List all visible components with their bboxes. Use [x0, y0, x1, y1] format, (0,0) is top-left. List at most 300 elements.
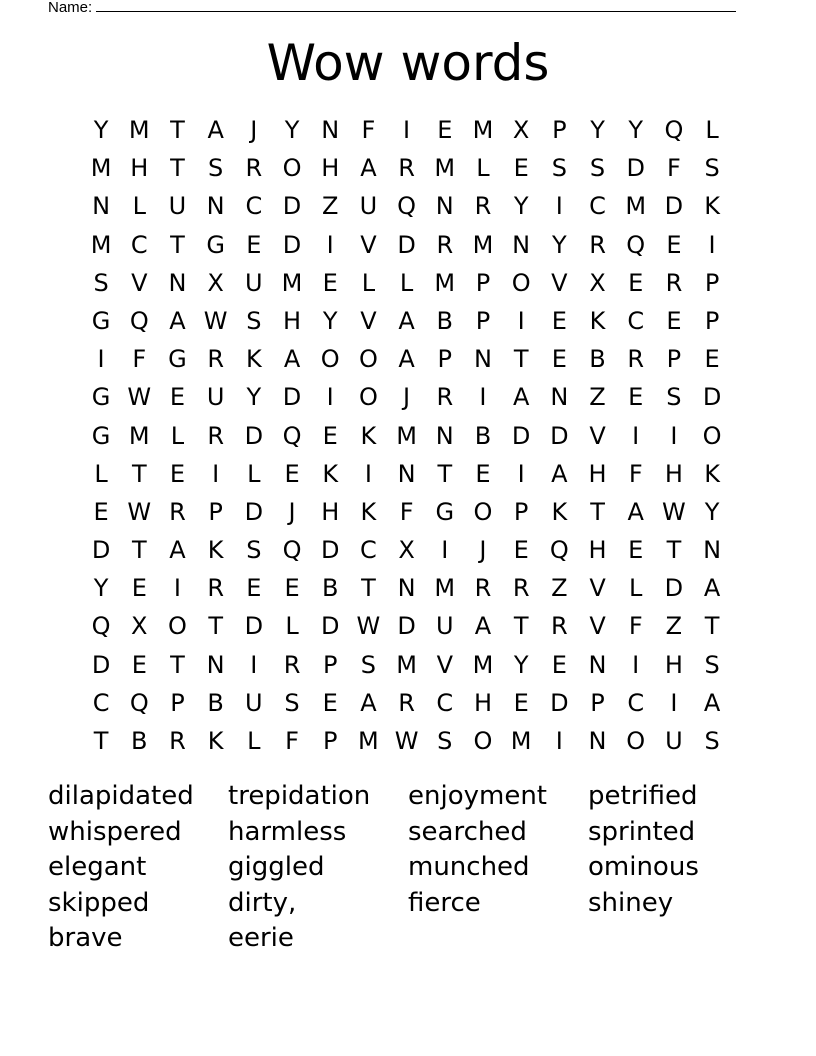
grid-letter[interactable]: G — [168, 345, 187, 374]
grid-letter[interactable]: W — [394, 727, 419, 755]
grid-letter[interactable]: R — [207, 345, 224, 374]
grid-letter[interactable]: M — [358, 727, 379, 755]
grid-letter[interactable]: A — [512, 383, 530, 412]
grid-letter[interactable]: B — [321, 574, 339, 603]
grid-letter[interactable]: C — [589, 192, 606, 221]
grid-letter[interactable]: R — [436, 383, 454, 412]
grid-letter[interactable]: A — [627, 497, 644, 526]
grid-letter[interactable]: P — [322, 650, 338, 679]
grid-letter[interactable]: R — [474, 192, 492, 221]
grid-letter[interactable]: R — [551, 612, 568, 641]
grid-letter[interactable]: D — [626, 154, 645, 183]
grid-letter[interactable]: B — [207, 688, 224, 717]
grid-letter[interactable]: H — [664, 459, 683, 488]
grid-letter[interactable]: E — [437, 116, 453, 144]
grid-letter[interactable]: E — [246, 230, 262, 259]
grid-letter[interactable]: Z — [321, 192, 339, 221]
grid-letter[interactable]: R — [283, 650, 301, 679]
grid-letter[interactable]: I — [555, 192, 563, 221]
word-list-item: eerie — [228, 923, 294, 953]
grid-letter[interactable]: E — [93, 497, 109, 526]
grid-letter[interactable]: H — [588, 536, 607, 565]
grid-letter[interactable]: W — [356, 612, 381, 641]
grid-letter[interactable]: D — [664, 574, 684, 603]
grid-letter[interactable]: E — [322, 688, 338, 717]
grid-letter[interactable]: E — [513, 154, 529, 183]
grid-letter[interactable]: O — [320, 345, 340, 374]
grid-letter[interactable]: Y — [704, 497, 720, 526]
grid-letter[interactable]: D — [320, 536, 340, 565]
letter-grid — [82, 111, 731, 760]
grid-letter[interactable]: M — [434, 574, 456, 603]
grid-letter[interactable]: T — [513, 345, 529, 374]
grid-letter[interactable]: C — [130, 230, 148, 259]
grid-letter[interactable]: L — [361, 268, 376, 297]
grid-letter[interactable]: E — [513, 536, 529, 565]
grid-letter[interactable]: S — [284, 688, 300, 717]
grid-letter[interactable]: D — [511, 421, 531, 450]
grid-letter[interactable]: I — [364, 459, 372, 488]
grid-letter[interactable]: S — [704, 650, 720, 679]
grid-letter[interactable]: U — [168, 192, 187, 221]
grid-letter[interactable]: L — [132, 192, 146, 221]
grid-letter[interactable]: J — [403, 383, 411, 412]
grid-letter[interactable]: K — [360, 421, 377, 450]
grid-letter[interactable]: I — [326, 230, 334, 259]
grid-letter[interactable]: T — [131, 459, 147, 488]
grid-letter[interactable]: M — [90, 154, 112, 183]
grid-letter[interactable]: I — [479, 383, 487, 412]
grid-letter[interactable]: Z — [551, 574, 568, 603]
grid-letter[interactable]: V — [551, 268, 568, 297]
grid-letter[interactable]: L — [170, 421, 185, 450]
grid-letter[interactable]: K — [589, 306, 606, 335]
grid-letter[interactable]: R — [245, 154, 263, 183]
word-list-item: elegant — [48, 852, 147, 882]
grid-letter[interactable]: K — [207, 727, 224, 755]
grid-letter[interactable]: I — [326, 383, 334, 412]
grid-letter[interactable]: T — [666, 536, 682, 565]
grid-letter[interactable]: D — [244, 612, 264, 641]
grid-letter[interactable]: F — [667, 154, 681, 183]
grid-letter[interactable]: A — [169, 536, 186, 565]
grid-letter[interactable]: P — [170, 688, 185, 717]
grid-letter[interactable]: S — [246, 536, 262, 565]
grid-letter[interactable]: N — [588, 727, 607, 755]
grid-letter[interactable]: T — [361, 574, 376, 603]
name-blank-line[interactable] — [96, 0, 736, 12]
word-list-item: giggled — [228, 852, 325, 882]
grid-letter[interactable]: Q — [129, 306, 149, 335]
grid-letter[interactable]: R — [398, 154, 415, 183]
grid-letter[interactable]: I — [708, 230, 716, 259]
grid-letter[interactable]: E — [704, 345, 720, 374]
grid-letter[interactable]: R — [436, 230, 454, 259]
grid-letter[interactable]: T — [208, 612, 223, 641]
grid-letter[interactable]: L — [399, 268, 414, 297]
grid-letter[interactable]: C — [360, 536, 377, 565]
grid-letter[interactable]: Q — [282, 421, 302, 450]
grid-letter[interactable]: D — [91, 536, 111, 565]
grid-letter[interactable]: V — [589, 421, 606, 450]
word-list-item: fierce — [408, 887, 481, 918]
grid-letter[interactable]: O — [358, 383, 378, 412]
grid-letter[interactable]: S — [246, 306, 262, 335]
grid-letter[interactable]: D — [702, 383, 722, 412]
grid-letter[interactable]: I — [517, 306, 525, 335]
grid-letter[interactable]: W — [127, 383, 152, 412]
grid-letter[interactable]: J — [288, 497, 296, 526]
grid-letter[interactable]: O — [626, 727, 646, 755]
grid-letter[interactable]: M — [434, 154, 456, 183]
grid-letter[interactable]: E — [551, 306, 567, 335]
grid-letter[interactable]: G — [91, 421, 111, 450]
grid-letter[interactable]: V — [436, 650, 453, 679]
grid-letter[interactable]: U — [665, 727, 683, 755]
grid-letter[interactable]: X — [131, 612, 148, 641]
grid-letter[interactable]: D — [320, 612, 340, 641]
grid-letter[interactable]: L — [476, 154, 490, 183]
grid-letter[interactable]: Z — [665, 612, 683, 641]
grid-letter[interactable]: R — [207, 574, 224, 603]
grid-letter[interactable]: E — [131, 650, 147, 679]
word-list — [48, 778, 768, 956]
grid-letter[interactable]: Y — [552, 230, 567, 259]
grid-letter[interactable]: O — [282, 154, 302, 183]
grid-letter[interactable]: X — [398, 536, 415, 565]
grid-letter[interactable]: V — [360, 230, 377, 259]
grid-letter[interactable]: I — [517, 459, 525, 488]
grid-letter[interactable]: I — [555, 727, 563, 755]
grid-letter[interactable]: R — [627, 345, 645, 374]
grid-letter[interactable]: L — [94, 459, 108, 488]
grid-letter[interactable]: Y — [590, 116, 605, 144]
grid-letter[interactable]: I — [403, 116, 411, 144]
grid-letter[interactable]: Q — [282, 536, 302, 565]
grid-letter[interactable]: R — [207, 421, 224, 450]
grid-letter[interactable]: P — [513, 497, 529, 526]
grid-letter[interactable]: T — [170, 116, 185, 144]
grid-letter[interactable]: O — [168, 612, 187, 641]
grid-letter[interactable]: T — [170, 230, 185, 259]
grid-letter[interactable]: D — [550, 688, 569, 717]
grid-letter[interactable]: T — [93, 727, 109, 755]
grid-letter[interactable]: Q — [626, 230, 646, 259]
grid-letter[interactable]: R — [169, 497, 186, 526]
grid-letter[interactable]: F — [285, 727, 299, 755]
grid-letter[interactable]: P — [475, 306, 491, 335]
grid-letter[interactable]: V — [360, 306, 377, 335]
grid-letter[interactable]: S — [704, 727, 720, 755]
grid-letter[interactable]: C — [627, 306, 645, 335]
grid-letter[interactable]: E — [551, 650, 567, 679]
grid-letter[interactable]: U — [245, 268, 263, 297]
grid-letter[interactable]: G — [435, 497, 455, 526]
grid-letter[interactable]: W — [662, 497, 686, 526]
grid-letter[interactable]: P — [704, 306, 720, 335]
grid-letter[interactable]: V — [589, 612, 606, 641]
grid-letter[interactable]: U — [245, 688, 263, 717]
grid-letter[interactable]: W — [203, 306, 228, 335]
grid-letter[interactable]: P — [552, 116, 567, 144]
grid-letter[interactable]: R — [169, 727, 186, 755]
grid-letter[interactable]: L — [629, 574, 643, 603]
grid-letter[interactable]: G — [206, 230, 225, 259]
grid-letter[interactable]: F — [628, 612, 643, 641]
grid-letter[interactable]: F — [399, 497, 414, 526]
grid-letter[interactable]: A — [283, 345, 301, 374]
grid-letter[interactable]: P — [666, 345, 682, 374]
grid-letter[interactable]: P — [437, 345, 453, 374]
grid-letter[interactable]: E — [513, 688, 529, 717]
grid-letter[interactable]: P — [208, 497, 223, 526]
grid-letter[interactable]: H — [283, 306, 302, 335]
grid-letter[interactable]: R — [589, 230, 606, 259]
grid-letter[interactable]: K — [551, 497, 568, 526]
grid-letter[interactable]: E — [322, 421, 338, 450]
grid-letter[interactable]: D — [397, 230, 416, 259]
grid-letter[interactable]: N — [435, 192, 454, 221]
grid-letter[interactable]: Y — [513, 192, 529, 221]
grid-letter[interactable]: E — [666, 230, 682, 259]
grid-letter[interactable]: A — [703, 574, 721, 603]
grid-letter[interactable]: N — [397, 574, 416, 603]
grid-letter[interactable]: T — [131, 536, 147, 565]
grid-letter[interactable]: A — [169, 306, 186, 335]
grid-letter[interactable]: N — [473, 345, 492, 374]
grid-letter[interactable]: R — [398, 688, 415, 717]
grid-letter[interactable]: N — [703, 536, 722, 565]
grid-letter[interactable]: M — [396, 650, 417, 679]
grid-letter[interactable]: C — [436, 688, 454, 717]
grid-letter[interactable]: E — [284, 574, 300, 603]
grid-letter[interactable]: N — [206, 192, 225, 221]
grid-letter[interactable]: N — [206, 650, 225, 679]
grid-letter[interactable]: B — [474, 421, 492, 450]
grid-letter[interactable]: K — [207, 536, 224, 565]
grid-letter[interactable]: N — [168, 268, 187, 297]
grid-letter[interactable]: Q — [549, 536, 569, 565]
name-field[interactable] — [48, 0, 736, 18]
grid-letter[interactable]: M — [434, 268, 456, 297]
grid-letter[interactable]: H — [588, 459, 607, 488]
grid-letter[interactable]: U — [359, 192, 378, 221]
grid-letter[interactable]: E — [628, 536, 644, 565]
grid-letter[interactable]: S — [589, 154, 606, 183]
grid-letter[interactable]: H — [321, 497, 340, 526]
grid-letter[interactable]: I — [670, 421, 678, 450]
grid-letter[interactable]: N — [397, 459, 416, 488]
grid-letter[interactable]: R — [665, 268, 683, 297]
grid-letter[interactable]: T — [704, 612, 720, 641]
grid-letter[interactable]: T — [590, 497, 605, 526]
grid-letter[interactable]: D — [397, 612, 416, 641]
grid-letter[interactable]: X — [512, 116, 530, 144]
grid-letter[interactable]: Y — [628, 116, 644, 144]
grid-letter[interactable]: S — [704, 154, 720, 183]
grid-letter[interactable]: X — [589, 268, 606, 297]
grid-letter[interactable]: E — [475, 459, 491, 488]
grid-letter[interactable]: S — [208, 154, 224, 183]
grid-letter[interactable]: U — [206, 383, 225, 412]
grid-letter[interactable]: Q — [397, 192, 417, 221]
grid-letter[interactable]: E — [628, 268, 644, 297]
grid-letter[interactable]: E — [131, 574, 147, 603]
grid-letter[interactable]: I — [632, 650, 640, 679]
grid-letter[interactable]: C — [245, 192, 263, 221]
grid-letter[interactable]: H — [130, 154, 149, 183]
grid-letter[interactable]: X — [207, 268, 224, 297]
grid-letter[interactable]: N — [550, 383, 569, 412]
grid-letter[interactable]: H — [664, 650, 683, 679]
grid-letter[interactable]: O — [358, 345, 378, 374]
grid-letter[interactable]: M — [625, 192, 647, 221]
grid-letter[interactable]: A — [703, 688, 721, 717]
grid-letter[interactable]: N — [512, 230, 531, 259]
grid-letter[interactable]: A — [360, 688, 377, 717]
grid-letter[interactable]: K — [704, 192, 720, 221]
grid-letter[interactable]: F — [361, 116, 376, 144]
grid-letter[interactable]: M — [281, 268, 303, 297]
grid-letter[interactable]: O — [702, 421, 722, 450]
grid-letter[interactable]: V — [589, 574, 606, 603]
grid-letter[interactable]: S — [666, 383, 682, 412]
grid-letter[interactable]: P — [704, 268, 720, 297]
grid-letter[interactable]: P — [590, 688, 605, 717]
grid-letter[interactable]: Y — [246, 383, 262, 412]
grid-letter[interactable]: J — [250, 116, 258, 144]
grid-letter[interactable]: Y — [322, 306, 338, 335]
grid-letter[interactable]: U — [435, 612, 454, 641]
grid-letter[interactable]: N — [321, 116, 340, 144]
grid-letter[interactable]: L — [247, 727, 261, 755]
grid-letter[interactable]: K — [704, 459, 720, 488]
grid-letter[interactable]: M — [472, 116, 494, 144]
grid-letter[interactable]: I — [250, 650, 258, 679]
grid-letter[interactable]: A — [207, 116, 224, 144]
grid-letter[interactable]: I — [97, 345, 105, 374]
grid-letter[interactable]: I — [441, 536, 449, 565]
grid-letter[interactable]: B — [131, 727, 148, 755]
grid-letter[interactable]: D — [91, 650, 111, 679]
grid-letter[interactable]: Y — [93, 574, 109, 603]
grid-letter[interactable]: Z — [589, 383, 606, 412]
grid-letter[interactable]: M — [510, 727, 532, 755]
grid-letter[interactable]: Y — [513, 650, 529, 679]
grid-letter[interactable]: D — [282, 230, 302, 259]
grid-letter[interactable]: K — [322, 459, 339, 488]
grid-letter[interactable]: N — [92, 192, 111, 221]
grid-letter[interactable]: M — [90, 230, 112, 259]
grid-letter[interactable]: N — [588, 650, 607, 679]
grid-letter[interactable]: Q — [129, 688, 149, 717]
grid-letter[interactable]: E — [666, 306, 682, 335]
grid-letter[interactable]: F — [132, 345, 147, 374]
grid-letter[interactable]: C — [627, 688, 645, 717]
grid-letter[interactable]: I — [670, 688, 678, 717]
grid-letter[interactable]: D — [244, 497, 264, 526]
grid-letter[interactable]: D — [282, 383, 302, 412]
grid-letter[interactable]: Y — [284, 116, 300, 144]
grid-letter[interactable]: E — [551, 345, 567, 374]
grid-letter[interactable]: T — [170, 650, 185, 679]
grid-letter[interactable]: E — [169, 383, 186, 412]
grid-letter[interactable]: V — [131, 268, 148, 297]
word-list-item: trepidation — [228, 781, 371, 811]
grid-letter[interactable]: H — [473, 688, 492, 717]
grid-letter[interactable]: D — [244, 421, 264, 450]
grid-letter[interactable]: A — [551, 459, 568, 488]
grid-letter[interactable]: S — [93, 268, 109, 297]
grid-letter[interactable]: K — [360, 497, 377, 526]
grid-letter[interactable]: B — [436, 306, 454, 335]
grid-letter[interactable]: P — [475, 268, 491, 297]
grid-letter[interactable]: E — [628, 383, 644, 412]
grid-letter[interactable]: E — [284, 459, 300, 488]
grid-letter[interactable]: L — [247, 459, 261, 488]
grid-letter[interactable]: F — [628, 459, 643, 488]
grid-letter[interactable]: I — [212, 459, 220, 488]
grid-letter[interactable]: Y — [93, 116, 109, 144]
grid-letter[interactable]: S — [437, 727, 453, 755]
grid-letter[interactable]: W — [127, 497, 152, 526]
grid-letter[interactable]: L — [705, 116, 719, 144]
word-list-item: dirty, — [228, 887, 297, 918]
grid-letter[interactable]: O — [473, 727, 493, 755]
grid-letter[interactable]: T — [437, 459, 453, 488]
grid-letter[interactable]: M — [472, 650, 494, 679]
grid-letter[interactable]: M — [472, 230, 494, 259]
grid-letter[interactable]: N — [435, 421, 454, 450]
grid-letter[interactable]: A — [398, 345, 415, 374]
grid-letter[interactable]: O — [511, 268, 531, 297]
grid-letter[interactable]: R — [512, 574, 530, 603]
word-list-item: harmless — [228, 816, 347, 847]
grid-letter[interactable]: M — [128, 421, 150, 450]
grid-letter[interactable]: A — [474, 612, 492, 641]
grid-letter[interactable]: L — [285, 612, 299, 641]
grid-letter[interactable]: E — [246, 574, 262, 603]
grid-letter[interactable]: Q — [664, 116, 684, 144]
grid-letter[interactable]: I — [173, 574, 181, 603]
grid-letter[interactable]: G — [91, 306, 111, 335]
grid-letter[interactable]: H — [321, 154, 340, 183]
grid-letter[interactable]: P — [322, 727, 338, 755]
grid-letter[interactable]: Q — [91, 612, 111, 641]
grid-letter[interactable]: A — [360, 154, 377, 183]
grid-letter[interactable]: D — [282, 192, 302, 221]
grid-letter[interactable]: M — [128, 116, 150, 144]
grid-letter[interactable]: D — [550, 421, 569, 450]
grid-letter[interactable]: R — [474, 574, 492, 603]
grid-letter[interactable]: G — [91, 383, 111, 412]
grid-letter[interactable]: T — [170, 154, 185, 183]
grid-letter[interactable]: S — [551, 154, 567, 183]
grid-letter[interactable]: J — [479, 536, 487, 565]
grid-letter[interactable]: I — [632, 421, 640, 450]
grid-letter[interactable]: S — [360, 650, 377, 679]
grid-letter[interactable]: T — [513, 612, 529, 641]
grid-letter[interactable]: E — [322, 268, 338, 297]
grid-letter[interactable]: A — [398, 306, 415, 335]
grid-letter[interactable]: C — [92, 688, 110, 717]
grid-letter[interactable]: O — [473, 497, 493, 526]
grid-letter[interactable]: B — [589, 345, 606, 374]
grid-letter[interactable]: K — [245, 345, 262, 374]
grid-letter[interactable]: M — [396, 421, 417, 450]
grid-letter[interactable]: E — [169, 459, 186, 488]
grid-letter[interactable]: D — [664, 192, 684, 221]
